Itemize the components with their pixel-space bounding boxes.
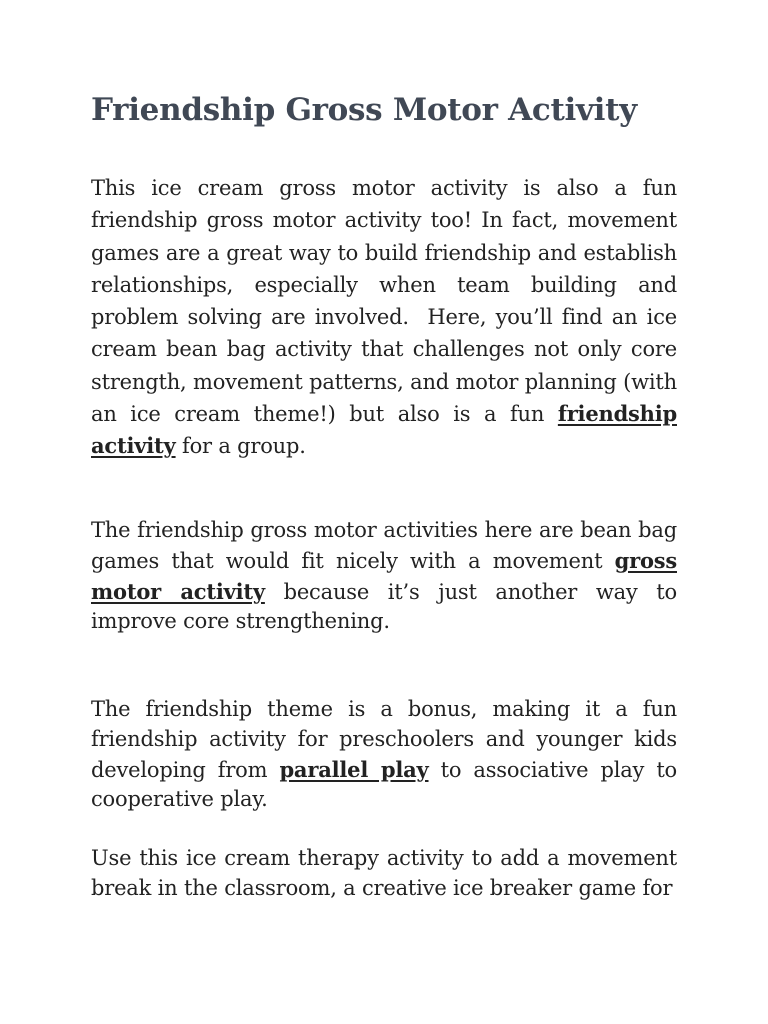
paragraph-classroom-use xyxy=(91,844,677,904)
paragraph-text: Use this ice cream therapy activity to add a movement break in the classroom, a creative ice breaker game for xyxy=(91,846,677,900)
paragraph-friendship-theme xyxy=(91,695,677,815)
friendship-activity-link[interactable]: friendship activity xyxy=(91,401,677,459)
paragraph-text: for a group. xyxy=(175,434,306,459)
gross-motor-activity-link[interactable]: gross motor activity xyxy=(91,547,677,604)
paragraph-text: to associative play to cooperative play. xyxy=(91,757,678,812)
paragraph-text: The friendship gross motor activities here are bean bag games that would fit nicely with a movement xyxy=(91,518,677,573)
paragraph-intro xyxy=(91,172,677,463)
article-title: Friendship Gross Motor Activity xyxy=(91,92,637,128)
paragraph-text: The friendship theme is a bonus, making it a fun friendship activity for preschoolers and younger kids developing from xyxy=(91,697,677,782)
paragraph-bean-bag-games xyxy=(91,516,677,637)
paragraph-text: This ice cream gross motor activity is also a fun friendship gross motor activity too! In fact, movement games are a great way to build friendship and establish relationships, especially when team building and problem solving are involved. Here, you’ll find an ice cream bean bag activity that challenges not only core strength, movement patterns, and motor planning (with an ice cream theme!) but also is a fun xyxy=(91,176,677,427)
paragraph-text: because it’s just another way to improve core strengthening. xyxy=(91,579,677,634)
parallel-play-link[interactable]: parallel play xyxy=(279,756,429,782)
